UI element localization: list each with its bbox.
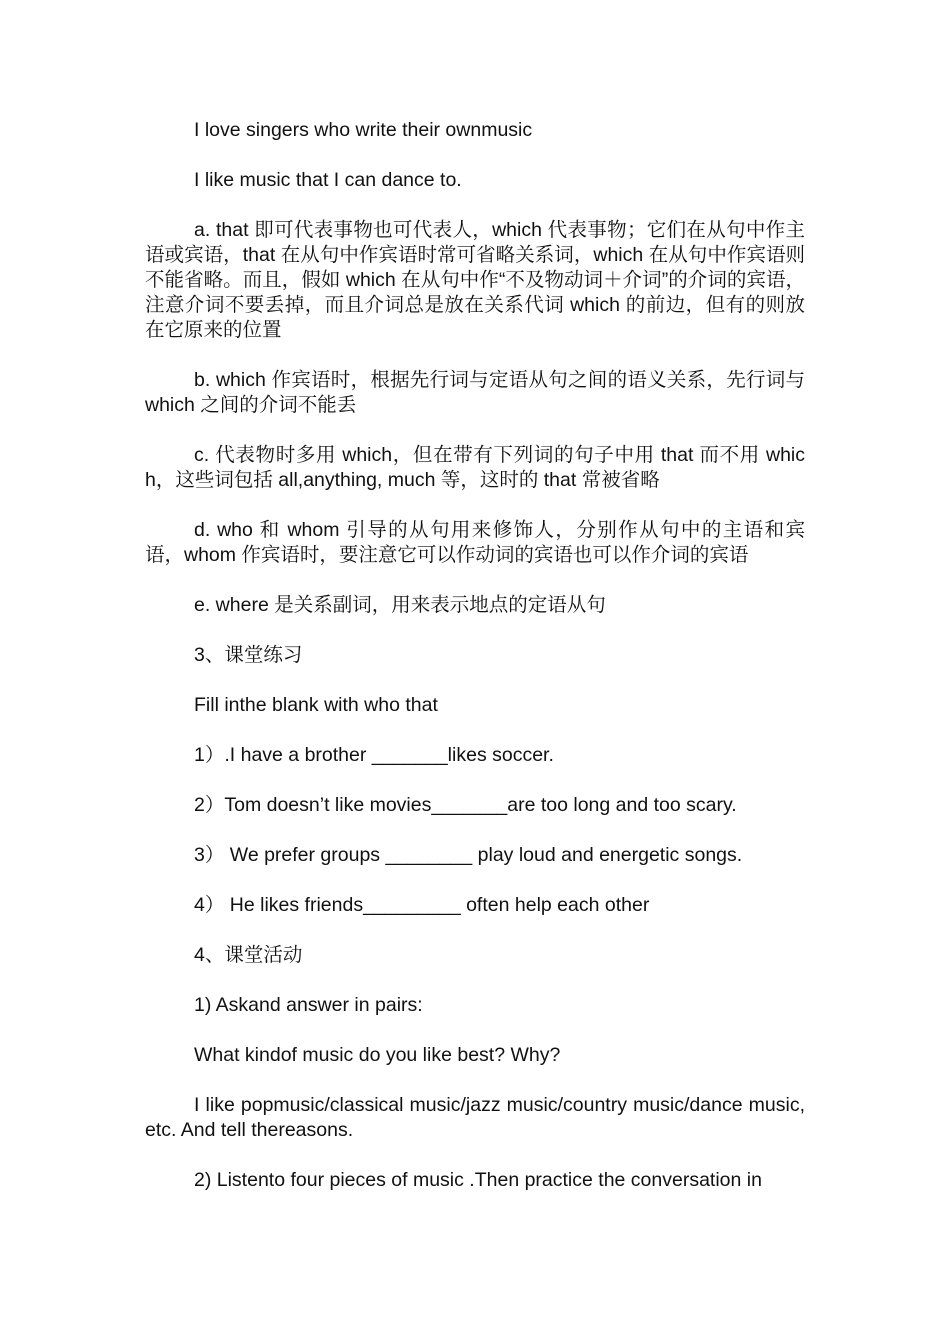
activity-question: What kindof music do you like best? Why? — [194, 1044, 561, 1066]
paragraph-rule-c: c. 代表物时多用 which，但在带有下列词的句子中用 that 而不用 which，这些词包括 all,anything, much 等，这时的 that 常被省略 — [145, 444, 805, 491]
exercise-item-3: 3） We prefer groups ________ play loud and energetic songs. — [194, 844, 743, 866]
activity-answer: I like popmusic/classical music/jazz music/country music/dance music, etc. And tell thereasons. — [145, 1094, 805, 1141]
paragraph-rule-b: b. which 作宾语时，根据先行词与定语从句之间的语义关系，先行词与 which 之间的介词不能丢 — [145, 369, 805, 416]
exercise-item-4: 4） He likes friends_________ often help each other — [194, 894, 650, 916]
exercise-item-2: 2）Tom doesn’t like movies_______are too long and too scary. — [194, 794, 737, 816]
activity-step-1: 1) Askand answer in pairs: — [194, 994, 423, 1016]
document-page — [145, 118, 805, 1218]
paragraph-rule-a: a. that 即可代表事物也可代表人，which 代表事物；它们在从句中作主语或宾语，that 在从句中作宾语时常可省略关系词，which 在从句中作宾语则不能省略。而且，假如 which 在从句中作“不及物动词＋介词”的介词的宾语，注意介词不要丢掉，而且介词总是放在关系代词 which 的前边，但有的则放在它原来的位置 — [145, 219, 805, 341]
paragraph-1: I love singers who write their ownmusic — [194, 119, 533, 141]
section-heading-activity: 4、课堂活动 — [194, 944, 303, 966]
exercise-item-1: 1）.I have a brother _______likes soccer. — [194, 744, 554, 766]
activity-step-2: 2) Listento four pieces of music .Then practice the conversation in — [194, 1169, 762, 1191]
paragraph-rule-d: d. who 和 whom 引导的从句用来修饰人，分别作从句中的主语和宾语，whom 作宾语时，要注意它可以作动词的宾语也可以作介词的宾语 — [145, 519, 805, 566]
exercise-instruction: Fill inthe blank with who that — [194, 694, 438, 716]
section-heading-exercise: 3、课堂练习 — [194, 644, 303, 666]
paragraph-2: I like music that I can dance to. — [194, 169, 462, 191]
paragraph-rule-e: e. where 是关系副词，用来表示地点的定语从句 — [194, 594, 606, 616]
